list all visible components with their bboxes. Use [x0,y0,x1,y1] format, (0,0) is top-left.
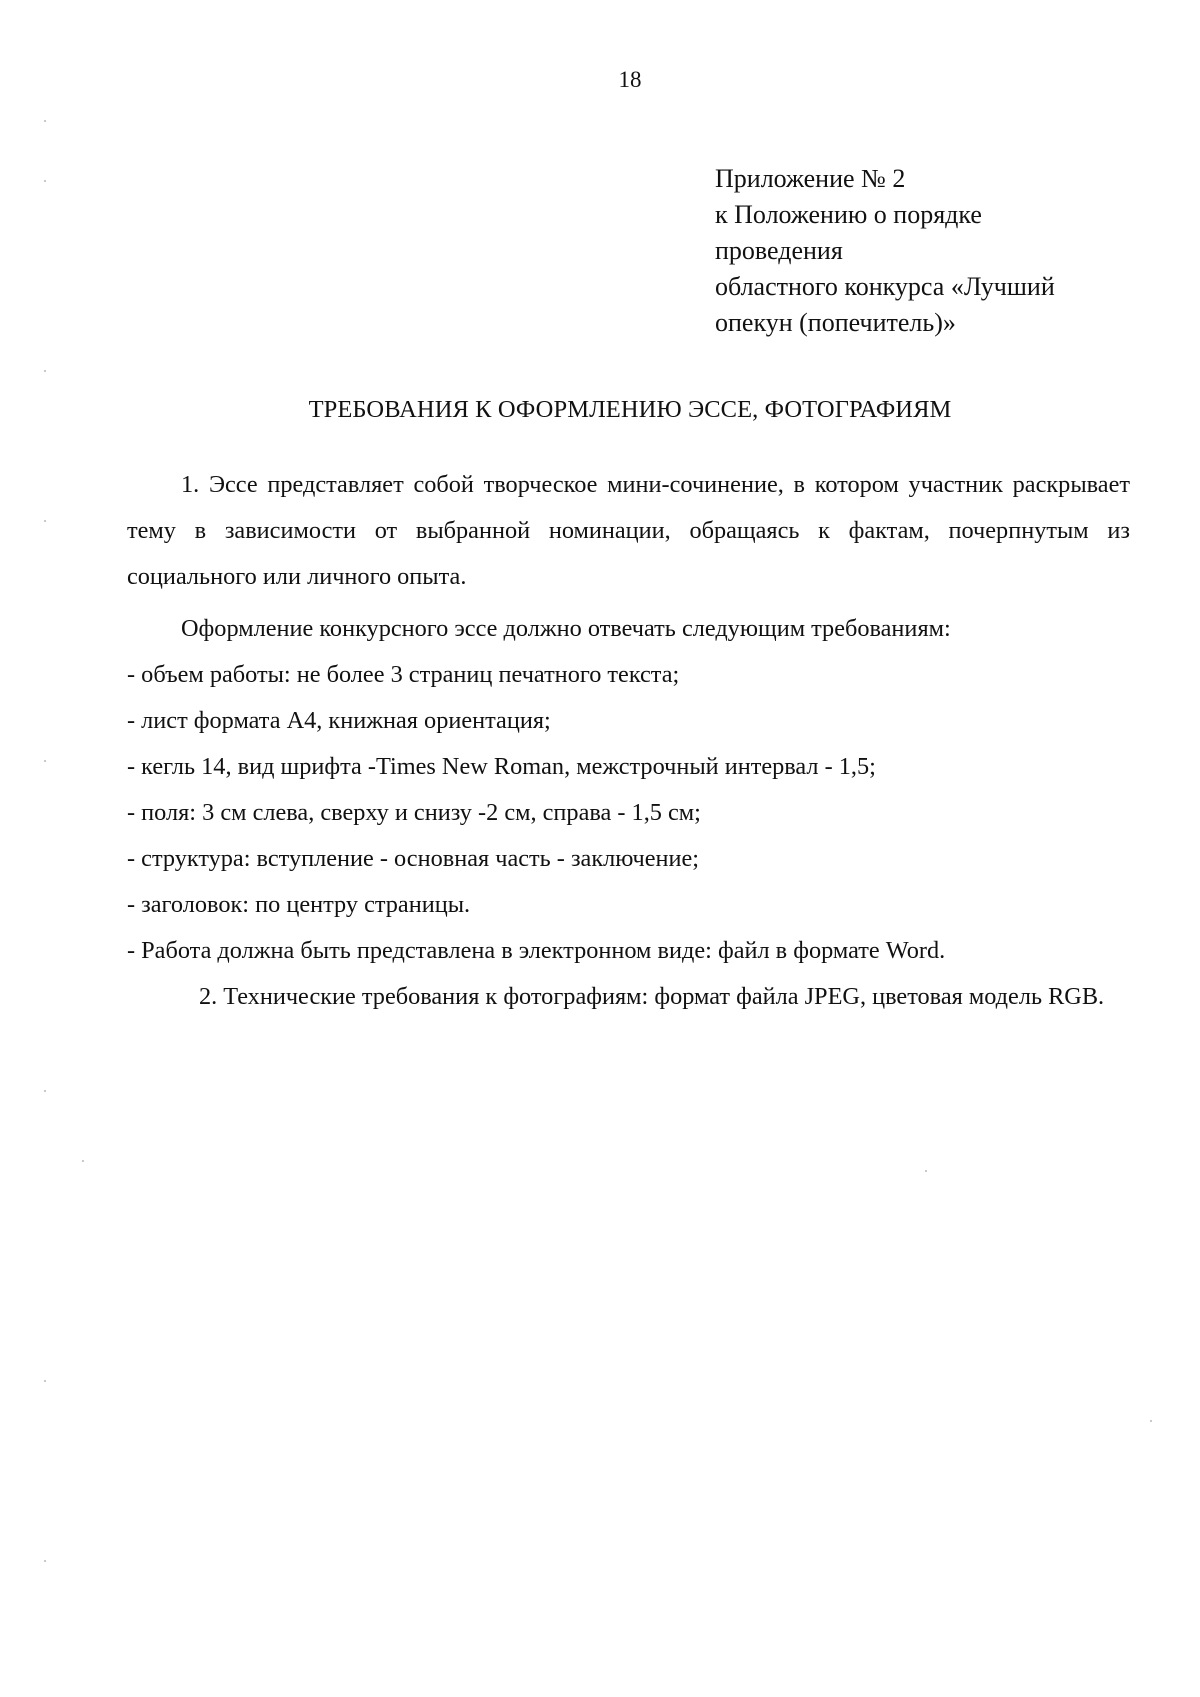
scan-speck [44,120,46,122]
scan-speck [44,180,46,182]
appendix-line: к Положению о порядке [715,200,982,229]
requirement-item: - лист формата А4, книжная ориентация; [127,707,551,734]
scan-speck [44,1560,46,1562]
scan-speck [82,1160,84,1162]
requirement-item: - заголовок: по центру страницы. [127,891,471,918]
scan-speck [1150,1420,1152,1422]
document-body [127,462,1130,1020]
scan-speck [44,1090,46,1092]
scan-speck [44,760,46,762]
scan-speck [44,520,46,522]
appendix-line: областного конкурса «Лучший [715,272,1055,301]
requirement-item: - объем работы: не более 3 страниц печатного текста; [127,661,680,688]
appendix-line: проведения [715,236,843,265]
page-number: 18 [618,67,642,92]
requirement-item: - поля: 3 см слева, сверху и снизу -2 см, справа - 1,5 см; [127,799,701,826]
requirements-intro: Оформление конкурсного эссе должно отвечать следующим требованиям: [181,615,951,642]
requirement-item: - Работа должна быть представлена в электронном виде: файл в формате Word. [127,937,946,964]
appendix-line: Приложение № 2 [715,164,906,193]
document-title: ТРЕБОВАНИЯ К ОФОРМЛЕНИЮ ЭССЕ, ФОТОГРАФИЯМ [308,396,952,423]
appendix-line: опекун (попечитель)» [715,308,956,337]
scan-speck [44,370,46,372]
scan-speck [925,1170,927,1172]
section-2-paragraph: 2. Технические требования к фотографиям: формат файла JPEG, цветовая модель RGB. [199,983,1105,1010]
requirement-item: - структура: вступление - основная часть - заключение; [127,845,700,872]
scan-speck [44,1380,46,1382]
appendix-note [715,161,1135,341]
requirement-item: - кегль 14, вид шрифта -Times New Roman, межстрочный интервал - 1,5; [127,753,876,780]
section-1-paragraph: 1. Эссе представляет собой творческое мини-сочинение, в котором участник раскрывает тему в зависимости от выбранной номинации, обращаясь к фактам, почерпнутым из социального или личного опыта. [127,471,1130,590]
